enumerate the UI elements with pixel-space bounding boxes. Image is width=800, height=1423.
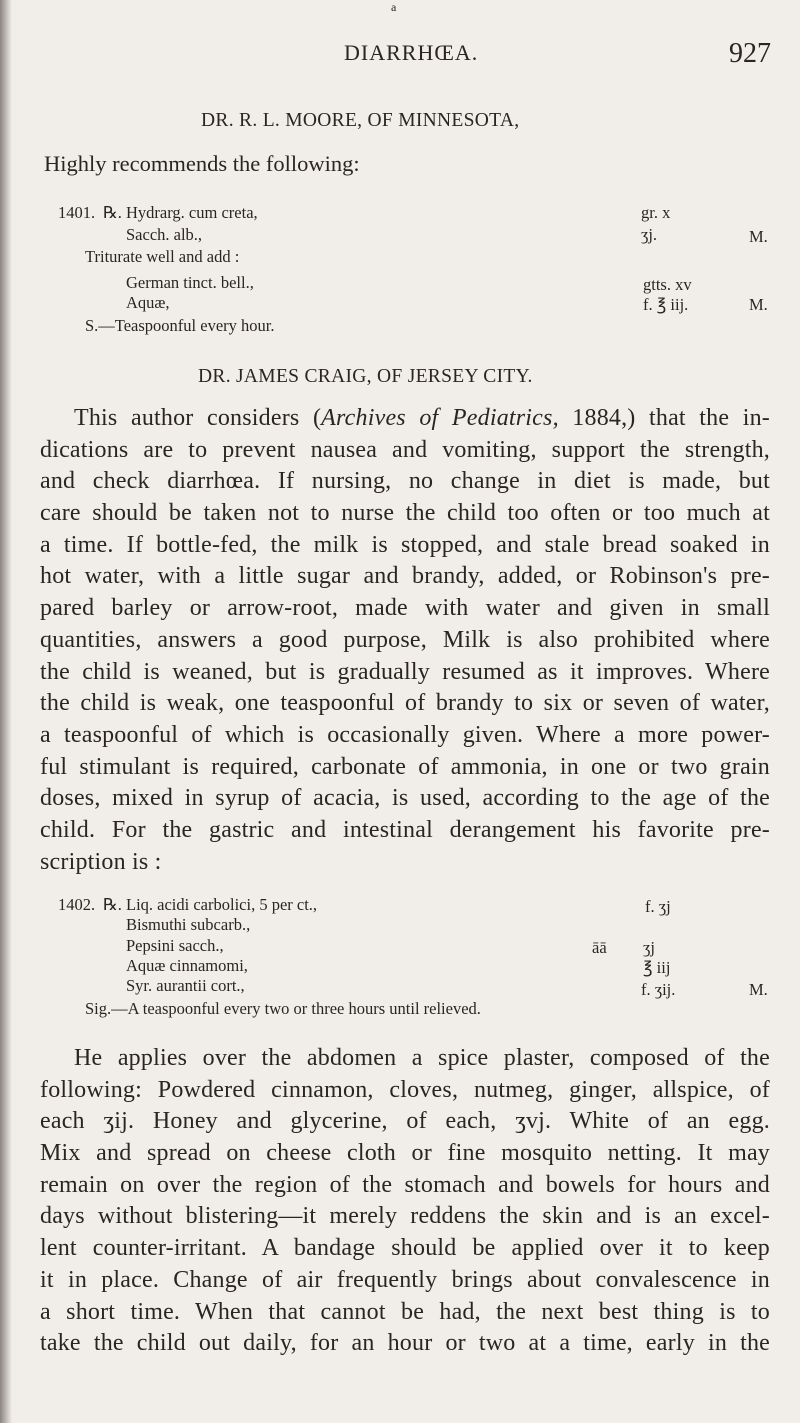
ingredient-name: Bismuthi subcarb., bbox=[126, 915, 251, 934]
ingredient-name: Sacch. alb., bbox=[126, 225, 203, 244]
paragraph-line: each ʒij. Honey and glycerine, of each, ʒvj. White of an egg. bbox=[40, 1108, 770, 1135]
ingredient-dose: f. ʒj bbox=[645, 897, 671, 916]
paragraph-line: a time. If bottle-fed, the milk is stopped, and stale bread soaked in bbox=[40, 531, 770, 558]
section-heading-moore: DR. R. L. MOORE, OF MINNESOTA, bbox=[201, 110, 520, 131]
prescription-number: 1401. bbox=[58, 203, 96, 222]
page-number: 927 bbox=[729, 38, 771, 69]
paragraph-line: This author considers (Archives of Pediatrics, 1884,) that the in- bbox=[74, 405, 770, 431]
paragraph-line: doses, mixed in syrup of acacia, is used, according to the age of the bbox=[40, 785, 770, 812]
ingredient-name: German tinct. bell., bbox=[126, 273, 254, 292]
ana-marker: āā bbox=[592, 938, 607, 957]
paragraph-line: dications are to prevent nausea and vomiting, support the strength, bbox=[40, 436, 770, 463]
signa-text: S.—Teaspoonful every hour. bbox=[85, 316, 275, 335]
section-heading-craig: DR. JAMES CRAIG, OF JERSEY CITY. bbox=[198, 366, 533, 387]
paragraph-line: hot water, with a little sugar and brandy, added, or Robinson's pre- bbox=[40, 563, 770, 590]
ingredient-dose: ʒj bbox=[643, 938, 655, 957]
mix-suffix: M. bbox=[749, 980, 768, 999]
instruction-text: Triturate well and add : bbox=[85, 247, 240, 266]
paragraph-craig bbox=[40, 403, 770, 878]
paragraph-line: a teaspoonful of which is occasionally given. Where a more power- bbox=[40, 721, 770, 748]
ingredient-name: Pepsini sacch., bbox=[126, 936, 224, 955]
ingredient-name: Hydrarg. cum creta, bbox=[126, 203, 258, 222]
header-marker: a bbox=[391, 0, 397, 14]
paragraph-line: ful stimulant is required, carbonate of ammonia, in one or two grain bbox=[40, 753, 770, 780]
paragraph-line: lent counter-irritant. A bandage should be applied over it to keep bbox=[40, 1235, 770, 1262]
paragraph-line: remain on over the region of the stomach and bowels for hours and bbox=[40, 1171, 770, 1198]
paragraph-line: days without blistering—it merely reddens the skin and is an excel- bbox=[40, 1203, 770, 1230]
paragraph-spice-plaster bbox=[40, 1043, 770, 1360]
ingredient-dose: f. ʒij. bbox=[641, 980, 676, 999]
rx-symbol: ℞. bbox=[103, 203, 122, 222]
section-intro: Highly recommends the following: bbox=[44, 151, 360, 176]
ingredient-dose: ℥ iij bbox=[643, 958, 671, 977]
paragraph-line: and check diarrhœa. If nursing, no change in diet is made, but bbox=[40, 468, 770, 495]
book-binding-shadow bbox=[0, 0, 12, 1423]
paragraph-line: scription is : bbox=[40, 848, 162, 875]
paragraph-line: He applies over the abdomen a spice plaster, composed of the bbox=[74, 1045, 770, 1071]
running-header-title: DIARRHŒA. bbox=[344, 40, 479, 65]
rx-symbol: ℞. bbox=[103, 895, 122, 914]
prescription-number: 1402. bbox=[58, 895, 96, 914]
paragraph-line: care should be taken not to nurse the child too often or too much at bbox=[40, 500, 770, 527]
ingredient-dose: f. ℥ iij. bbox=[643, 295, 689, 314]
paragraph-line: quantities, answers a good purpose, Milk is also prohibited where bbox=[40, 626, 770, 653]
signa-text: Sig.—A teaspoonful every two or three hours until relieved. bbox=[85, 999, 481, 1018]
ingredient-dose: gtts. xv bbox=[643, 275, 692, 294]
mix-suffix: M. bbox=[749, 227, 768, 246]
ingredient-dose: ʒj. bbox=[641, 225, 658, 244]
paragraph-line: Mix and spread on cheese cloth or fine mosquito netting. It may bbox=[40, 1140, 770, 1167]
ingredient-name: Aquæ cinnamomi, bbox=[126, 956, 248, 975]
paragraph-line: it in place. Change of air frequently brings about convalescence in bbox=[40, 1266, 770, 1293]
ingredient-name: Liq. acidi carbolici, 5 per ct., bbox=[126, 895, 318, 914]
paragraph-line: a short time. When that cannot be had, the next best thing is to bbox=[40, 1298, 770, 1325]
paragraph-line: child. For the gastric and intestinal derangement his favorite pre- bbox=[40, 816, 770, 843]
mix-suffix: M. bbox=[749, 295, 768, 314]
journal-title: Archives of Pediatrics, bbox=[321, 405, 559, 431]
ingredient-name: Syr. aurantii cort., bbox=[126, 976, 245, 995]
paragraph-line: following: Powdered cinnamon, cloves, nutmeg, ginger, allspice, of bbox=[40, 1076, 770, 1103]
paragraph-line: pared barley or arrow-root, made with water and given in small bbox=[40, 595, 770, 622]
ingredient-dose: gr. x bbox=[641, 203, 671, 222]
paragraph-line: take the child out daily, for an hour or two at a time, early in the bbox=[40, 1330, 770, 1357]
paragraph-line: the child is weak, one teaspoonful of brandy to six or seven of water, bbox=[40, 690, 770, 717]
paragraph-line: the child is weaned, but is gradually resumed as it improves. Where bbox=[40, 658, 770, 685]
ingredient-name: Aquæ, bbox=[126, 293, 170, 312]
